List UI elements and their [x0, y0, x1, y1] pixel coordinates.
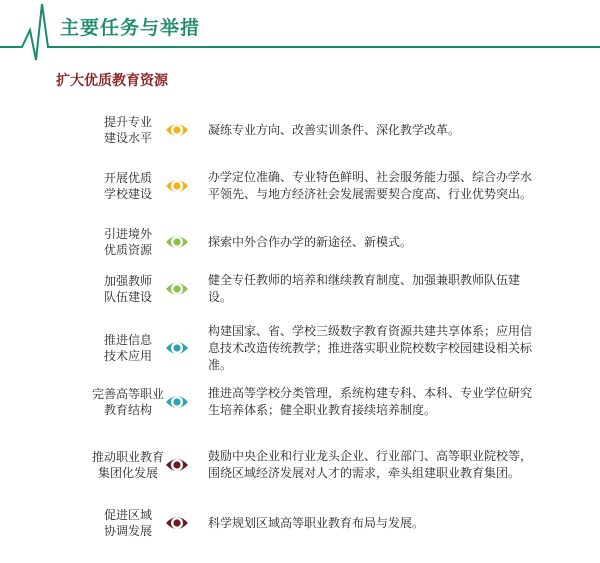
eye-icon [164, 173, 190, 199]
section-title: 扩大优质教育资源 [56, 73, 168, 89]
header-banner [0, 0, 600, 62]
item-label-line: 推进信息 [103, 333, 152, 347]
item-label-line: 队伍建设 [103, 290, 152, 304]
item-label-line: 建设水平 [103, 131, 152, 145]
eye-icon [164, 510, 190, 536]
list-item [0, 378, 600, 426]
item-label-line: 协调发展 [103, 524, 152, 538]
item-label-line: 学校建设 [103, 187, 152, 201]
item-label-line: 推动职业教育 [91, 450, 164, 464]
item-label-line: 集团化发展 [97, 466, 158, 480]
item-description: 凝练专业方向、改善实训条件、深化教学改革。 [208, 122, 461, 137]
item-description: 健全专任教师的培养和继续教育制度、加强兼职教师队伍建设。 [208, 273, 521, 304]
item-description: 探索中外合作办学的新途径、新模式。 [208, 234, 413, 249]
eye-icon [164, 389, 190, 415]
item-description: 推进高等学校分类管理，系统构建专科、本科、专业学位研究生培养体系；健全职业教育接续培养制度。 [208, 386, 533, 417]
item-description: 科学规划区域高等职业教育布局与发展。 [208, 515, 425, 530]
item-label-line: 开展优质 [103, 171, 152, 185]
item-label-line: 优质资源 [103, 243, 152, 257]
item-label-line: 提升专业 [103, 115, 152, 129]
list-item [0, 106, 600, 154]
item-label-line: 技术应用 [103, 349, 152, 363]
list-item [0, 499, 600, 547]
item-description: 办学定位准确、专业特色鲜明、社会服务能力强、综合办学水平领先、与地方经济社会发展需要契合度高、行业优势突出。 [208, 170, 533, 201]
item-label-line: 促进区域 [103, 508, 152, 522]
list-item [0, 162, 600, 210]
list-item [0, 441, 600, 489]
item-label-line: 完善高等职业 [91, 387, 164, 401]
eye-icon [164, 335, 190, 361]
item-description: 构建国家、省、学校三级数字教育资源共建共享体系；应用信息技术改造传统教学；推进落实职业院校数字校园建设相关标准。 [208, 323, 533, 372]
item-description: 鼓励中央企业和行业龙头企业、行业部门、高等职业院校等，围绕区域经济发展对人才的需求，牵头组建职业教育集团。 [208, 449, 533, 480]
item-label-line: 加强教师 [103, 274, 152, 288]
item-label-line: 教育结构 [103, 403, 152, 417]
list-item [0, 265, 600, 313]
page-title: 主要任务与举措 [60, 17, 201, 39]
eye-icon [164, 452, 190, 478]
eye-icon [164, 117, 190, 143]
eye-icon [164, 276, 190, 302]
item-label-line: 引进境外 [103, 227, 152, 241]
eye-icon [164, 229, 190, 255]
list-item [0, 218, 600, 266]
list-item [0, 324, 600, 372]
